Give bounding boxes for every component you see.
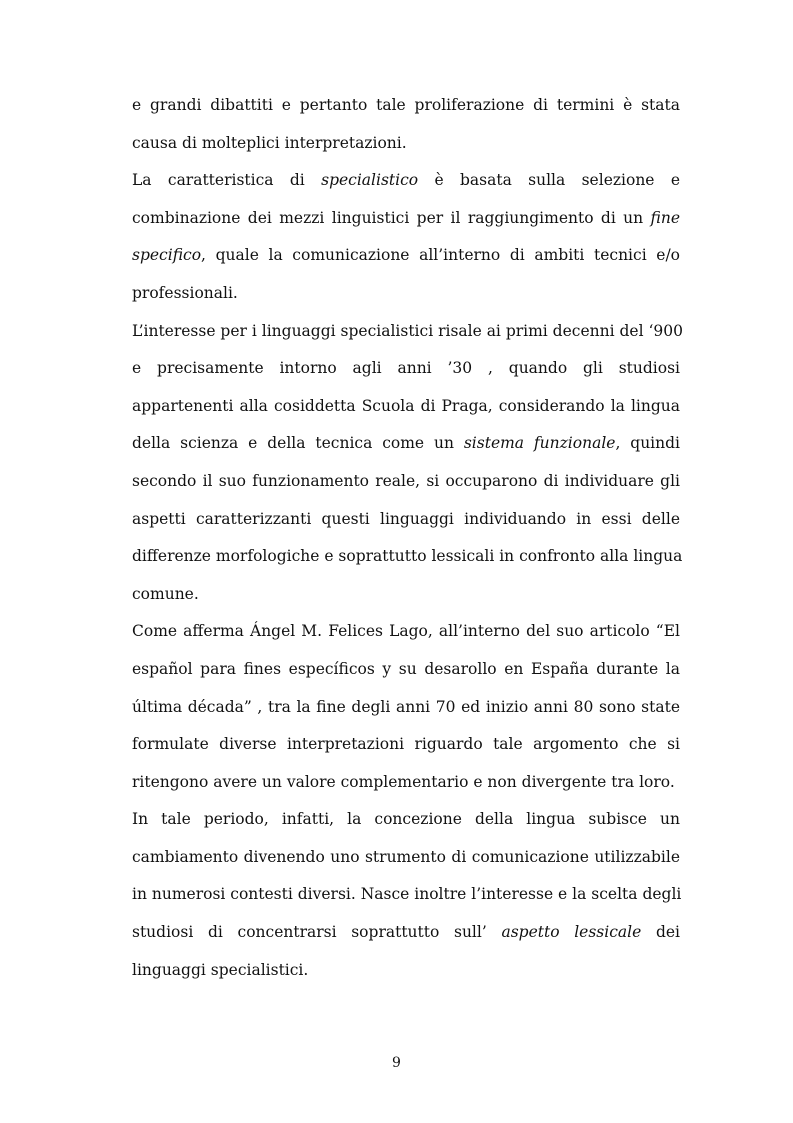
text-segment: , quindi <box>615 434 680 453</box>
text-line <box>132 656 680 694</box>
text-segment: appartenenti alla cosiddetta Scuola di Praga, considerando la lingua <box>132 396 680 415</box>
text-line <box>132 205 680 243</box>
text-segment: studiosi di concentrarsi soprattutto sull’ <box>132 923 502 942</box>
text-line <box>132 731 680 769</box>
text-segment: aspetti caratterizzanti questi linguaggi individuando in essi delle <box>132 509 680 528</box>
text-segment: in numerosi contesti diversi. Nasce inoltre l’interesse e la scelta degli <box>132 885 682 904</box>
text-segment: última década” , tra la fine degli anni 70 ed inizio anni 80 sono state <box>132 697 680 716</box>
text-segment: Come afferma Ángel M. Felices Lago, all’interno del suo articolo “El <box>132 622 680 641</box>
italic-term: specialistico <box>321 171 419 190</box>
page-number: 9 <box>392 1055 401 1071</box>
text-line <box>132 468 680 506</box>
body-text <box>132 92 683 994</box>
text-segment: comune. <box>132 584 199 603</box>
text-segment: della scienza e della tecnica come un <box>132 434 464 453</box>
text-segment: è basata sulla selezione e <box>418 171 680 190</box>
italic-term: sistema funzionale <box>463 434 616 453</box>
text-segment: combinazione dei mezzi linguistici per il raggiungimento di un <box>132 208 651 227</box>
text-segment: español para fines específicos y su desarollo en España durante la <box>132 659 680 678</box>
text-segment: , quale la comunicazione all’interno di ambiti tecnici e/o <box>201 246 680 265</box>
text-line <box>132 393 680 431</box>
text-line <box>132 618 680 656</box>
text-line <box>132 844 680 882</box>
text-line <box>132 957 680 995</box>
text-line <box>132 881 680 919</box>
text-line <box>132 919 680 957</box>
text-segment: ritengono avere un valore complementario e non divergente tra loro. <box>132 772 675 791</box>
text-segment: formulate diverse interpretazioni riguardo tale argomento che si <box>132 735 680 754</box>
text-line <box>132 130 680 168</box>
text-line <box>132 543 683 581</box>
text-line <box>132 806 680 844</box>
text-line <box>132 430 680 468</box>
text-segment: differenze morfologiche e soprattutto lessicali in confronto alla lingua <box>132 547 683 566</box>
text-segment: secondo il suo funzionamento reale, si occuparono di individuare gli <box>132 471 680 490</box>
text-line <box>132 355 680 393</box>
text-segment: e precisamente intorno agli anni ’30 , quando gli studiosi <box>132 359 680 378</box>
italic-term: fine <box>650 208 680 227</box>
text-segment: professionali. <box>132 283 238 302</box>
text-line <box>132 280 680 318</box>
text-segment: L’interesse per i linguaggi specialistici risale ai primi decenni del ‘900 <box>132 321 683 340</box>
text-line <box>132 694 680 732</box>
text-line <box>132 242 680 280</box>
text-segment: La caratteristica di <box>132 171 322 190</box>
text-segment: In tale periodo, infatti, la concezione della lingua subisce un <box>132 810 680 829</box>
text-line <box>132 318 683 356</box>
text-line <box>132 167 680 205</box>
italic-term: specifico <box>132 246 202 265</box>
text-line <box>132 769 680 807</box>
text-line <box>132 581 680 619</box>
text-segment: dei <box>641 923 680 942</box>
text-line <box>132 506 680 544</box>
text-segment: e grandi dibattiti e pertanto tale proliferazione di termini è stata <box>132 96 680 114</box>
text-line <box>132 92 680 130</box>
italic-term: aspetto lessicale <box>501 923 642 942</box>
text-segment: cambiamento divenendo uno strumento di comunicazione utilizzabile <box>132 847 680 866</box>
text-segment: causa di molteplici interpretazioni. <box>132 133 407 152</box>
text-segment: linguaggi specialistici. <box>132 960 309 979</box>
